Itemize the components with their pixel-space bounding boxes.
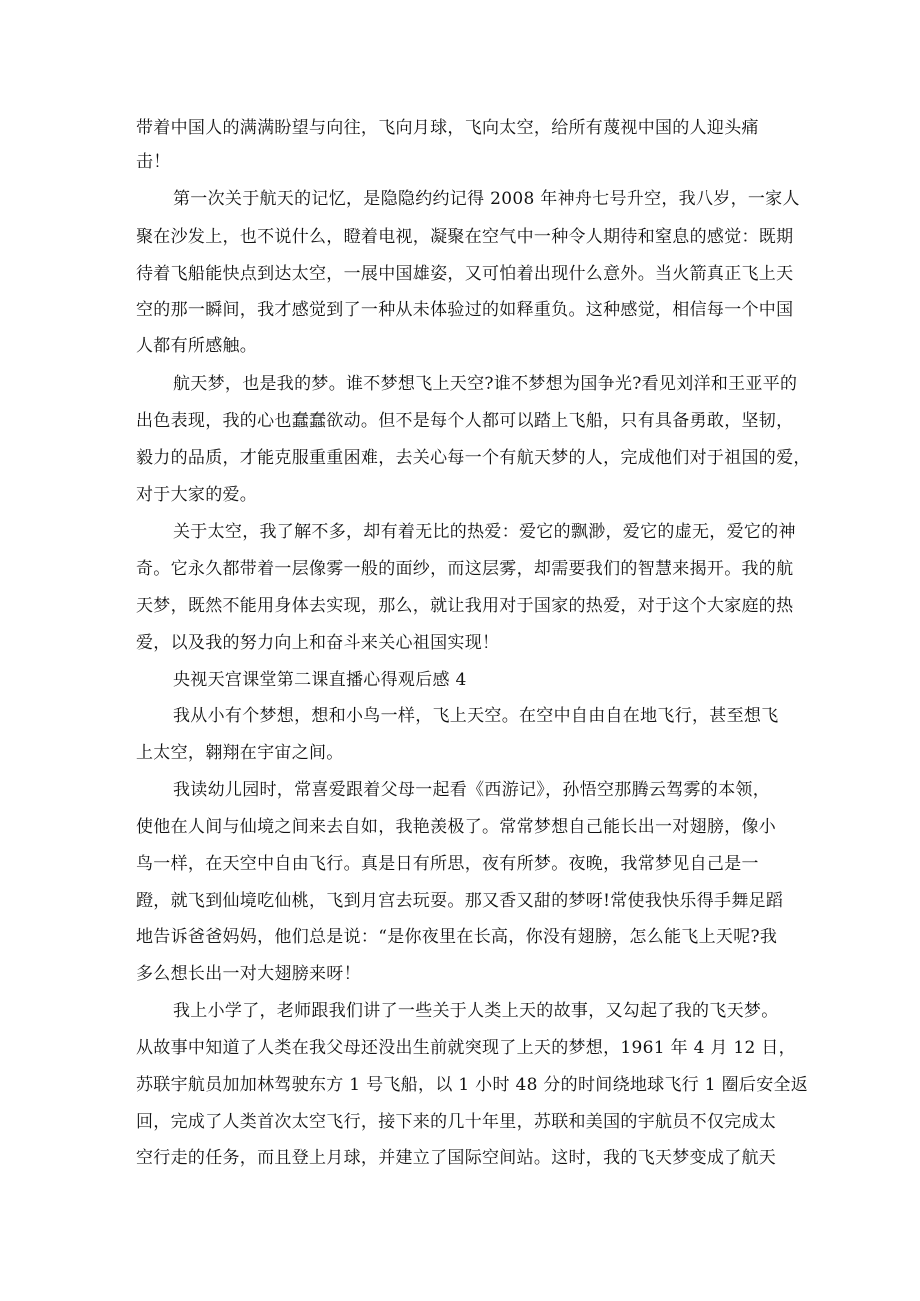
section-heading: 央视天宫课堂第二课直播心得观后感 4 (173, 670, 467, 690)
text-line: 蹬，就飞到仙境吃仙桃，飞到月宫去玩耍。那又香又甜的梦呀!常使我快乐得手舞足蹈 (136, 891, 784, 911)
text-line: 地告诉爸爸妈妈，他们总是说：“是你夜里在长高，你没有翅膀，怎么能飞上天呢?我 (136, 927, 778, 947)
text-line: 我从小有个梦想，想和小鸟一样，飞上天空。在空中自由自在地飞行，甚至想飞 (173, 706, 779, 726)
text-line: 回，完成了人类首次太空飞行，接下来的几十年里，苏联和美国的宇航员不仅完成太 (136, 1112, 777, 1132)
text-line: 待着飞船能快点到达太空，一展中国雄姿，又可怕着出现什么意外。当火箭真正飞上天 (136, 264, 794, 284)
text-line: 苏联宇航员加加林驾驶东方 1 号飞船，以 1 小时 48 分的时间绕地球飞行 1 圈后安全返 (136, 1075, 809, 1095)
text-line: 航天梦，也是我的梦。谁不梦想飞上天空?谁不梦想为国争光?看见刘洋和王亚平的 (173, 374, 798, 394)
text-line: 空行走的任务，而且登上月球，并建立了国际空间站。这时，我的飞天梦变成了航天 (136, 1148, 777, 1168)
text-line: 空的那一瞬间，我才感觉到了一种从未体验过的如释重负。这种感觉，相信每一个中国 (136, 300, 794, 320)
text-line: 爱，以及我的努力向上和奋斗来关心祖国实现！ (136, 633, 500, 653)
text-line: 使他在人间与仙境之间来去自如，我艳羡极了。常常梦想自己能长出一对翅膀，像小 (136, 817, 777, 837)
text-line: 第一次关于航天的记忆，是隐隐约约记得 2008 年神舟七号升空，我八岁，一家人 (173, 189, 800, 209)
text-line: 上太空，翱翔在宇宙之间。 (136, 743, 344, 763)
text-line: 聚在沙发上，也不说什么，瞪着电视，凝聚在空气中一种令人期待和窒息的感觉：既期 (136, 227, 794, 247)
text-line: 击！ (136, 152, 171, 172)
text-line: 我读幼儿园时，常喜爱跟着父母一起看《西游记》，孙悟空那腾云驾雾的本领， (173, 780, 770, 800)
text-line: 对于大家的爱。 (136, 485, 258, 505)
text-line: 奇。它永久都带着一层像雾一般的面纱，而这层雾，却需要我们的智慧来揭开。我的航 (136, 559, 794, 579)
text-line: 出色表现，我的心也蠢蠢欲动。但不是每个人都可以踏上飞船，只有具备勇敢，坚韧， (136, 411, 794, 431)
text-line: 人都有所感触。 (136, 336, 258, 356)
text-line: 我上小学了，老师跟我们讲了一些关于人类上天的故事，又勾起了我的飞天梦。 (173, 1001, 779, 1021)
text-line: 关于太空，我了解不多，却有着无比的热爱：爱它的飘渺，爱它的虚无，爱它的神 (173, 522, 796, 542)
text-line: 鸟一样，在天空中自由飞行。真是日有所思，夜有所梦。夜晚，我常梦见自己是一 (136, 854, 759, 874)
text-line: 天梦，既然不能用身体去实现，那么，就让我用对于国家的热爱，对于这个大家庭的热 (136, 596, 794, 616)
text-line: 多么想长出一对大翅膀来呀！ (136, 964, 361, 984)
text-line: 带着中国人的满满盼望与向往，飞向月球，飞向太空，给所有蔑视中国的人迎头痛 (136, 118, 759, 138)
text-line: 从故事中知道了人类在我父母还没出生前就突现了上天的梦想，1961 年 4 月 12 日， (136, 1038, 796, 1058)
text-line: 毅力的品质，才能克服重重困难，去关心每一个有航天梦的人，完成他们对于祖国的爱， (136, 448, 811, 468)
